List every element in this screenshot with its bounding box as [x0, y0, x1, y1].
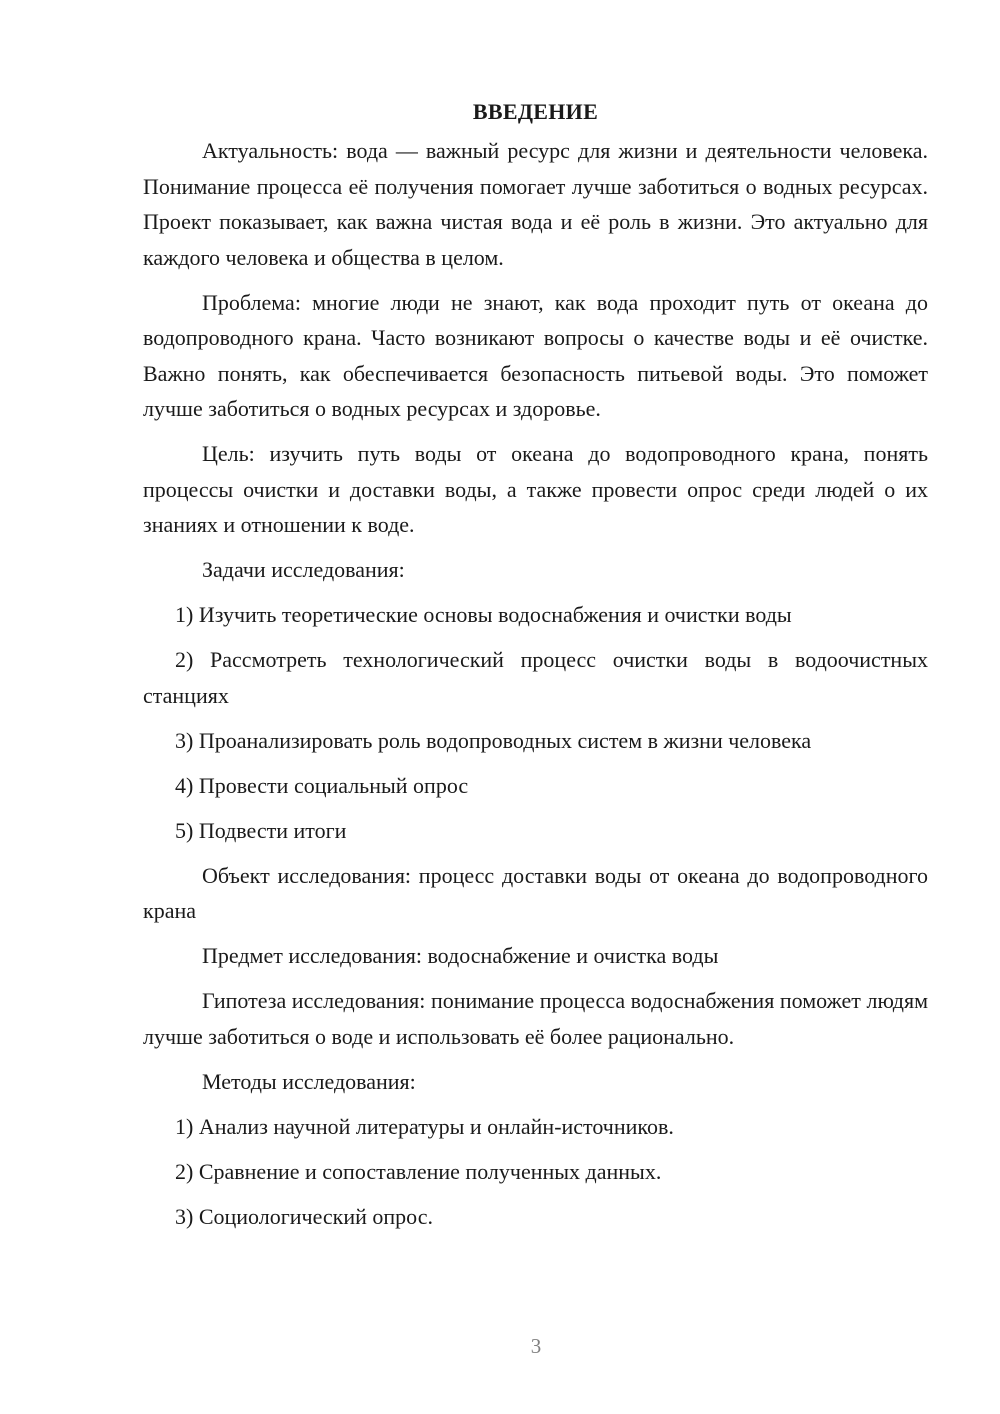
page-number: 3 — [530, 1334, 542, 1358]
section-title: ВВЕДЕНИЕ — [472, 99, 599, 124]
hypothesis-paragraph: Гипотеза исследования: понимание процесса водоснабжения поможет людям лучше заботиться о воде и использовать её более рационально. — [143, 988, 928, 1049]
task-item: 1) Изучить теоретические основы водоснабжения и очистки воды — [175, 602, 792, 627]
task-item: 3) Проанализировать роль водопроводных систем в жизни человека — [175, 727, 812, 753]
task-item: 4) Провести социальный опрос — [175, 772, 469, 798]
document-page — [143, 94, 928, 1244]
relevance-paragraph: Актуальность: вода — важный ресурс для жизни и деятельности человека. Понимание процесса её получения помогает лучше заботиться о водных ресурсах. Проект показывает, как важна чистая вода и её роль в жизни. Это актуально для каждого человека и общества в целом. — [143, 138, 928, 270]
tasks-heading: Задачи исследования: — [202, 557, 405, 582]
methods-heading: Методы исследования: — [202, 1068, 416, 1094]
subject-paragraph: Предмет исследования: водоснабжение и очистка воды — [202, 943, 719, 968]
object-paragraph: Объект исследования: процесс доставки воды от океана до водопроводного крана — [143, 862, 928, 923]
goal-paragraph: Цель: изучить путь воды от океана до водопроводного крана, понять процессы очистки и доставки воды, а также провести опрос среди людей о их знаниях и отношении к воде. — [143, 441, 928, 537]
task-item: 2) Рассмотреть технологический процесс очистки воды в водоочистных станциях — [143, 647, 928, 708]
problem-paragraph: Проблема: многие люди не знают, как вода проходит путь от океана до водопроводного крана. Часто возникают вопросы о качестве воды и её очистке. Важно понять, как обеспечивается безопасность питьевой воды. Это поможет лучше заботиться о водных ресурсах и здоровье. — [143, 289, 928, 421]
method-item: 2) Сравнение и сопоставление полученных данных. — [175, 1158, 662, 1184]
method-item: 1) Анализ научной литературы и онлайн-источников. — [175, 1113, 674, 1139]
task-item: 5) Подвести итоги — [175, 817, 347, 843]
method-item: 3) Социологический опрос. — [175, 1203, 433, 1229]
